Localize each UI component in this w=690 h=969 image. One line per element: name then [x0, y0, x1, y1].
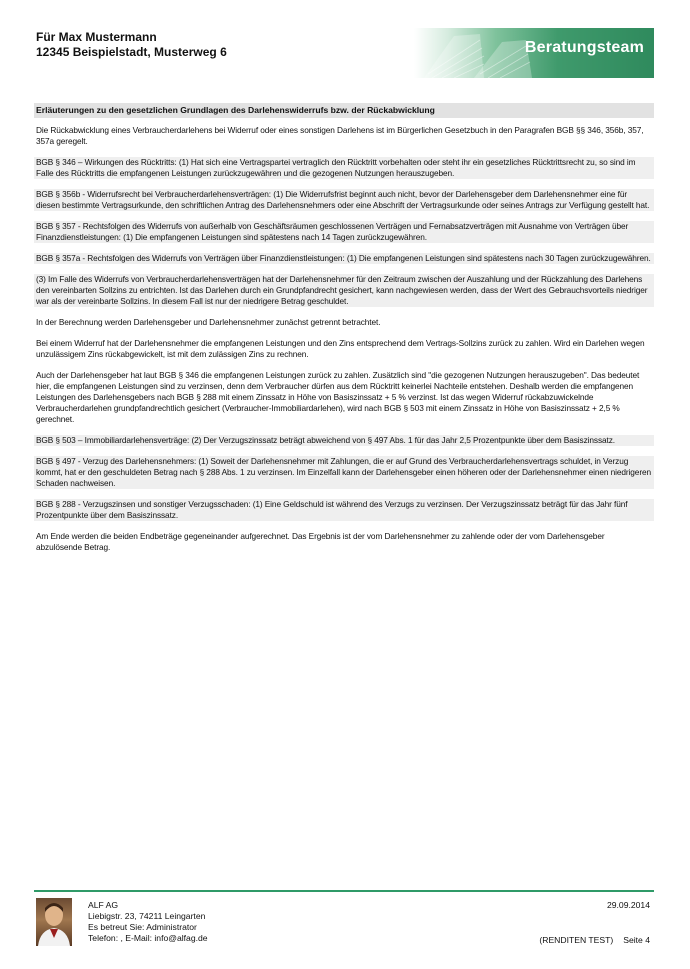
footer-mode: (RENDITEN TEST) [539, 935, 614, 945]
footer-divider [34, 890, 654, 892]
paragraph: Die Rückabwicklung eines Verbraucherdarlehens bei Widerruf oder eines sonstigen Darlehens ist im Bürgerlichen Gesetzbuch in den Paragrafen BGB §§ 346, 356b, 357, 357a geregelt. [36, 125, 644, 146]
recipient-city-street: 12345 Beispielstadt, Musterweg 6 [36, 45, 227, 59]
beratungsteam-logo [414, 28, 654, 78]
footer-date: 29.09.2014 [606, 900, 650, 910]
paragraph: BGB § 503 – Immobiliardarlehensverträge: (2) Der Verzugszinssatz beträgt abweichend von § 497 Abs. 1 für das Jahr 2,5 Prozentpunkte über dem Basiszinssatz. [34, 435, 654, 446]
paragraph: BGB § 288 - Verzugszinsen und sonstiger Verzugsschaden: (1) Eine Geldschuld ist während des Verzugs zu verzinsen. Der Verzugszinssatz beträgt für das Jahr fünf Prozentpunkte über dem Basiszinssatz. [34, 499, 654, 521]
person-portrait-icon [36, 898, 72, 946]
footer-company-info [88, 900, 208, 944]
advisor-photo [36, 898, 72, 946]
footer-advisor: Es betreut Sie: Administrator [88, 922, 197, 932]
paragraph: BGB § 356b - Widerrufsrecht bei Verbraucherdarlehensverträgen: (1) Die Widerrufsfrist beginnt auch nicht, bevor der Darlehensgeber dem Darlehensnehmer eine für diesen bestimmte Vertragsurkunde, den schriftlichen Antrag des Darlehensnehmers oder eine Abschrift der Vertragsurkunde oder seines Antrags zur Verfügung gestellt hat. [34, 189, 654, 211]
footer-contact: Telefon: , E-Mail: info@alfag.de [88, 933, 208, 943]
paragraph: BGB § 357a - Rechtsfolgen des Widerrufs von Verträgen über Finanzdienstleistungen: (1) Die empfangenen Leistungen sind spätestens nach 30 Tagen zurückzugewähren. [34, 253, 654, 264]
logo-text: Beratungsteam [524, 39, 644, 56]
paragraph: Am Ende werden die beiden Endbeträge gegeneinander aufgerechnet. Das Ergebnis ist der vom Darlehensnehmer zu zahlende oder der vom Darlehensgeber abzulösende Betrag. [36, 531, 605, 552]
recipient-address [36, 30, 227, 60]
paragraph: BGB § 346 – Wirkungen des Rücktritts: (1) Hat sich eine Vertragspartei vertraglich den Rücktritt vorbehalten oder steht ihr ein gesetzliches Rücktrittsrecht zu, so sind im Falle des Rücktritts die empfangenen Leistungen zurückzugewähren und die gezogenen Nutzungen herauszugeben. [34, 157, 654, 179]
paragraph: Auch der Darlehensgeber hat laut BGB § 346 die empfangenen Leistungen zurück zu zahlen. Zusätzlich sind "die gezogenen Nutzungen herauszugeben". Das bedeutet hier, die empfangenen Leistungen sind zu verzinsen, denn dem Verbraucher dürfen aus dem Rücktritt keinerlei Nachteile entstehen. Deshalb werden die empfangenen Leistungen des Darlehensgebers nach BGB § 288 mit einem Zinssatz in Höhe von Basiszinssatz + 5 % verzinst. Ist das wegen Widerruf rückabzuwickelnde Verbraucherdarlehen grundpfandrechtlich gesichert (Verbraucher-Immobiliardarlehen), wird nach BGB § 503 mit einem Zinssatz in Höhe von Basiszinssatz + 2,5 % gerechnet. [36, 370, 640, 424]
recipient-name: Für Max Mustermann [36, 30, 157, 44]
paragraph: In der Berechnung werden Darlehensgeber und Darlehensnehmer zunächst getrennt betrachtet. [36, 317, 381, 327]
footer-page-number: Seite 4 [623, 935, 650, 945]
paragraph: Bei einem Widerruf hat der Darlehensnehmer die empfangenen Leistungen und den Zins entsprechend dem Vertrags-Sollzins zurück zu zahlen. Wird ein Darlehen wegen unzulässigem Zins rückabgewickelt, ist mit dem zulässigen Zins zu rechnen. [36, 338, 645, 359]
footer-street: Liebigstr. 23, 74211 Leingarten [88, 911, 206, 921]
footer-company: ALF AG [88, 900, 119, 910]
footer-page-info [529, 935, 650, 945]
paragraph: BGB § 497 - Verzug des Darlehensnehmers: (1) Soweit der Darlehensnehmer mit Zahlungen, die er auf Grund des Verbraucherdarlehensvertrags schuldet, in Verzug kommt, hat er den geschuldeten Betrag nach § 288 Abs. 1 zu verzinsen. Im Einzelfall kann der Darlehensgeber einen höheren oder der Darlehensnehmer einen niedrigeren Schaden nachweisen. [34, 456, 654, 489]
paragraph: (3) Im Falle des Widerrufs von Verbraucherdarlehensverträgen hat der Darlehensnehmer für den Zeitraum zwischen der Auszahlung und der Rückzahlung des Darlehens den vereinbarten Sollzins zu entrichten. Ist das Darlehen durch ein Grundpfandrecht gesichert, kann nachgewiesen werden, dass der Wert des Gebrauchsvorteils niedriger war als der vereinbarte Sollzins. In diesem Fall ist nur der niedrigere Betrag geschuldet. [34, 274, 654, 307]
paragraph: BGB § 357 - Rechtsfolgen des Widerrufs von außerhalb von Geschäftsräumen geschlossenen Verträgen und Fernabsatzverträgen mit Ausnahme von Verträgen über Finanzdienstleistungen: (1) Die empfangenen Leistungen sind spätestens nach 14 Tagen zurückzugewähren. [34, 221, 654, 243]
document-body [34, 125, 654, 563]
section-title: Erläuterungen zu den gesetzlichen Grundlagen des Darlehenswiderrufs bzw. der Rückabwicklung [34, 103, 654, 118]
